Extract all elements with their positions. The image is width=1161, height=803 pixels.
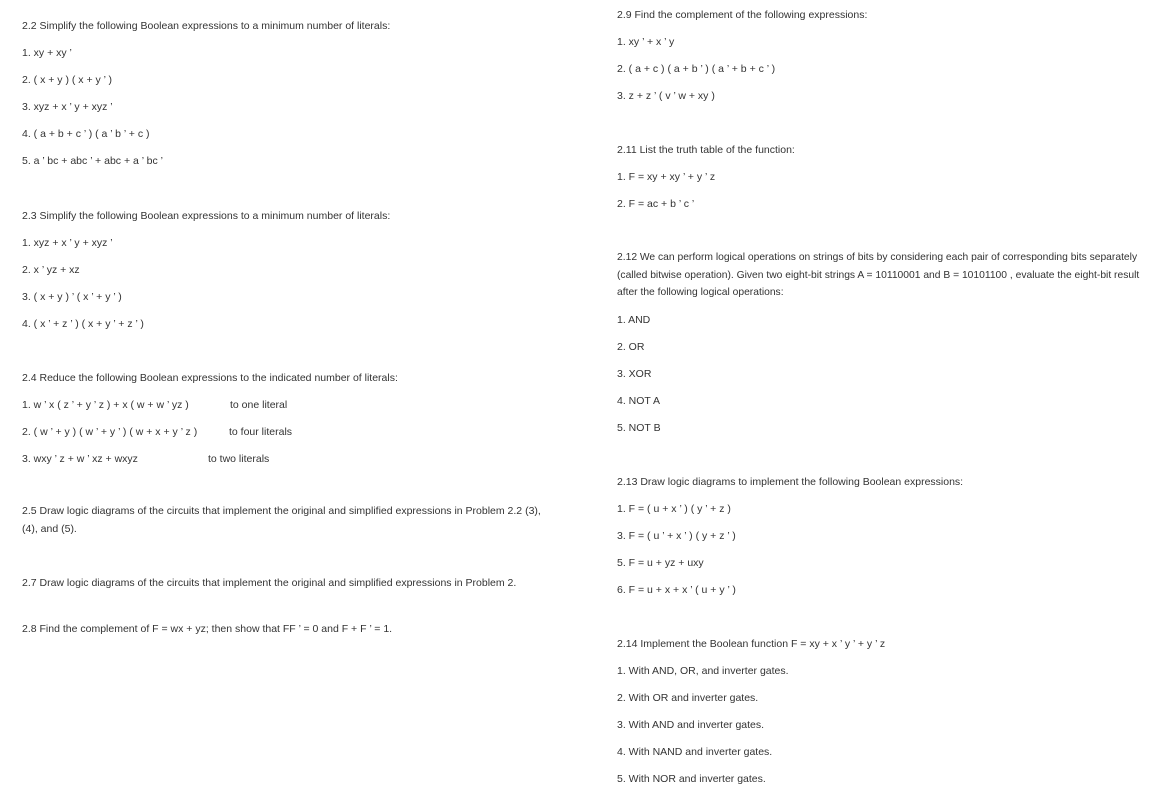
problem-2-12-text: 2.12 We can perform logical operations on strings of bits by considering each pair of corresponding bits separately (called bitwise operation). Given two eight-bit strings A = 10110001 and B = 10101100 , evaluate the eight-bit result after the following logical operations: bbox=[617, 252, 1140, 298]
problem-2-9-heading: 2.9 Find the complement of the following expressions: bbox=[617, 9, 868, 21]
problem-2-9-item: 1. xy ’ + x ’ y bbox=[617, 36, 675, 48]
problem-2-11-item: 2. F = ac + b ’ c ’ bbox=[617, 198, 695, 210]
problem-2-14-item: 1. With AND, OR, and inverter gates. bbox=[617, 665, 789, 677]
problem-2-11-heading: 2.11 List the truth table of the function: bbox=[617, 144, 795, 156]
problem-2-5-text: 2.5 Draw logic diagrams of the circuits that implement the original and simplified expressions in Problem 2.2 (3), (4), and (5). bbox=[22, 505, 541, 535]
problem-2-12-item: 5. NOT B bbox=[617, 422, 661, 434]
problem-2-13-item: 1. F = ( u + x ’ ) ( y ’ + z ) bbox=[617, 503, 731, 515]
problem-2-2-item: 1. xy + xy ’ bbox=[22, 47, 72, 59]
problem-2-3-heading: 2.3 Simplify the following Boolean expressions to a minimum number of literals: bbox=[22, 210, 391, 222]
problem-2-3-item: 4. ( x ’ + z ’ ) ( x + y ’ + z ’ ) bbox=[22, 318, 144, 330]
problem-2-2-item: 2. ( x + y ) ( x + y ’ ) bbox=[22, 74, 113, 86]
problem-2-4-item: 2. ( w ’ + y ) ( w ’ + y ’ ) ( w + x + y ’ z ) bbox=[22, 426, 198, 438]
problem-2-3-item: 1. xyz + x ’ y + xyz ’ bbox=[22, 237, 113, 249]
problem-2-13-item: 3. F = ( u ’ + x ’ ) ( y + z ’ ) bbox=[617, 530, 736, 542]
problem-2-13-item: 6. F = u + x + x ’ ( u + y ’ ) bbox=[617, 584, 736, 596]
problem-2-2-item: 3. xyz + x ’ y + xyz ’ bbox=[22, 101, 113, 113]
problem-2-4-heading: 2.4 Reduce the following Boolean expressions to the indicated number of literals: bbox=[22, 372, 398, 384]
problem-2-12-item: 4. NOT A bbox=[617, 395, 660, 407]
problem-2-14-item: 5. With NOR and inverter gates. bbox=[617, 773, 766, 785]
problem-2-14-heading: 2.14 Implement the Boolean function F = xy + x ’ y ’ + y ’ z bbox=[617, 638, 886, 650]
problem-2-12-item: 3. XOR bbox=[617, 368, 652, 380]
problem-2-2-heading: 2.2 Simplify the following Boolean expressions to a minimum number of literals: bbox=[22, 20, 391, 32]
problem-2-4-hint: to one literal bbox=[230, 399, 288, 411]
problem-2-9-item: 3. z + z ’ ( v ’ w + xy ) bbox=[617, 90, 715, 102]
problem-2-13-item: 5. F = u + yz + uxy bbox=[617, 557, 704, 569]
problem-2-2-item: 4. ( a + b + c ’ ) ( a ’ b ’ + c ) bbox=[22, 128, 150, 140]
problem-2-3-item: 2. x ’ yz + xz bbox=[22, 264, 80, 276]
problem-2-14-item: 4. With NAND and inverter gates. bbox=[617, 746, 773, 758]
problem-2-4-item: 1. w ’ x ( z ’ + y ’ z ) + x ( w + w ’ yz ) bbox=[22, 399, 189, 411]
problem-2-4-hint: to four literals bbox=[229, 426, 293, 438]
problem-2-7-text: 2.7 Draw logic diagrams of the circuits that implement the original and simplified expressions in Problem 2. bbox=[22, 577, 517, 589]
problem-2-8-text: 2.8 Find the complement of F = wx + yz; then show that FF ’ = 0 and F + F ’ = 1. bbox=[22, 623, 393, 635]
problem-2-4-item: 3. wxy ’ z + w ’ xz + wxyz bbox=[22, 453, 138, 465]
problem-2-12-item: 1. AND bbox=[617, 314, 651, 326]
problem-2-14-item: 3. With AND and inverter gates. bbox=[617, 719, 765, 731]
problem-2-4-hint: to two literals bbox=[208, 453, 270, 465]
problem-2-13-heading: 2.13 Draw logic diagrams to implement the following Boolean expressions: bbox=[617, 476, 964, 488]
problem-2-2-item: 5. a ’ bc + abc ’ + abc + a ’ bc ’ bbox=[22, 155, 163, 167]
problem-2-14-item: 2. With OR and inverter gates. bbox=[617, 692, 759, 704]
problem-2-11-item: 1. F = xy + xy ’ + y ’ z bbox=[617, 171, 716, 183]
problem-2-3-item: 3. ( x + y ) ’ ( x ’ + y ’ ) bbox=[22, 291, 122, 303]
problem-2-12-item: 2. OR bbox=[617, 341, 645, 353]
problem-2-9-item: 2. ( a + c ) ( a + b ’ ) ( a ’ + b + c ’ ) bbox=[617, 63, 776, 75]
